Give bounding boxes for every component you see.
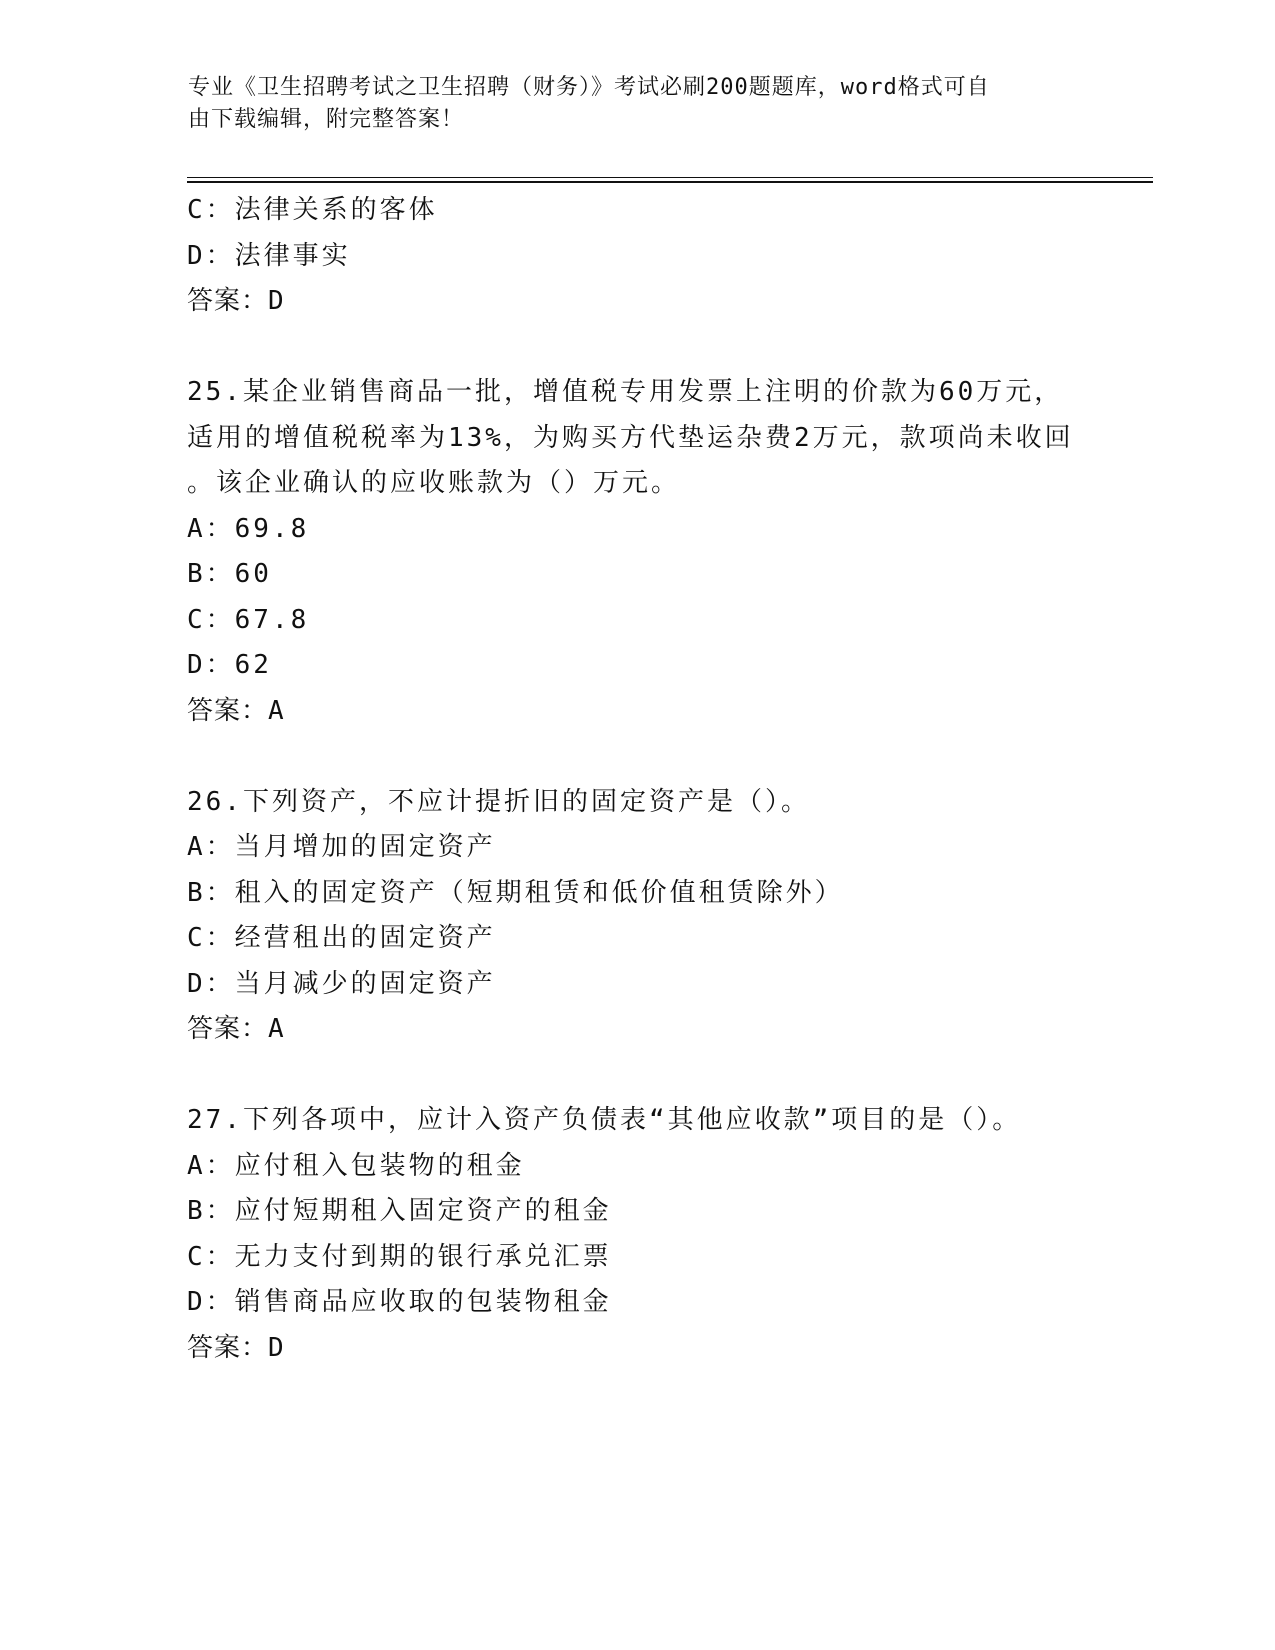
answer-line: 答案：A	[187, 695, 285, 726]
option-d: D：销售商品应收取的包装物租金	[187, 1287, 612, 1317]
option-c: C：无力支付到期的银行承兑汇票	[187, 1241, 612, 1272]
question-stem-line: 26.下列资产，不应计提折旧的固定资产是（）。	[187, 786, 810, 817]
option-d: D：62	[187, 650, 272, 680]
header-line-1: 专业《卫生招聘考试之卫生招聘（财务）》考试必刷200题题库，word格式可自	[188, 75, 990, 100]
option-b: B：租入的固定资产（短期租赁和低价值租赁除外）	[187, 877, 844, 908]
option-a: A：应付租入包装物的租金	[187, 1150, 525, 1181]
option-a: A：当月增加的固定资产	[187, 832, 496, 862]
header-divider-thin	[187, 177, 1153, 178]
option-d: D：法律事实	[187, 240, 351, 271]
question-block-27	[187, 1098, 1087, 1371]
question-list	[187, 188, 1087, 1371]
question-block-26	[187, 780, 1087, 1053]
question-stem-line: 适用的增值税税率为13%，为购买方代垫运杂费2万元，款项尚未收回	[187, 422, 1074, 453]
question-stem-line: 27.下列各项中，应计入资产负债表“其他应收款”项目的是（）。	[187, 1105, 1022, 1135]
option-a: A：69.8	[187, 513, 310, 544]
spacer	[187, 734, 1087, 780]
option-d: D：当月减少的固定资产	[187, 968, 496, 999]
option-c: C：67.8	[187, 604, 310, 635]
answer-line: 答案：D	[187, 1332, 285, 1363]
header-line-2: 由下载编辑，附完整答案！	[188, 107, 465, 132]
question-stem-line: 25.某企业销售商品一批，增值税专用发票上注明的价款为60万元，	[187, 377, 1064, 407]
spacer	[187, 1053, 1087, 1099]
answer-line: 答案：A	[187, 1014, 285, 1044]
option-c: C：法律关系的客体	[187, 195, 438, 225]
document-header	[188, 72, 1068, 136]
question-stem-line: 。该企业确认的应收账款为（）万元。	[187, 468, 681, 498]
spacer	[187, 325, 1087, 371]
option-b: B：应付短期租入固定资产的租金	[187, 1196, 612, 1226]
question-block-25	[187, 370, 1087, 734]
question-block-previous	[187, 188, 1087, 325]
option-b: B：60	[187, 559, 272, 589]
answer-line: 答案：D	[187, 286, 285, 316]
option-c: C：经营租出的固定资产	[187, 923, 496, 953]
header-divider-thick	[187, 181, 1153, 183]
